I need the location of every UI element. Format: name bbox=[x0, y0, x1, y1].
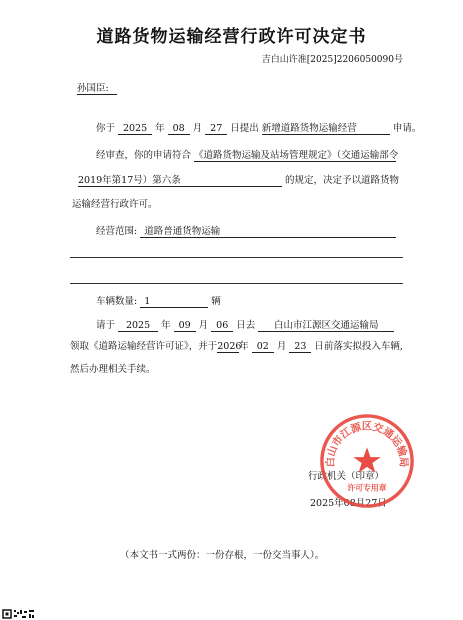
regulation-ref: 《道路货物运输及站场管理规定》（交通运输部令 bbox=[194, 150, 399, 161]
apply-month: 08 bbox=[168, 123, 190, 135]
collect-year: 2025 bbox=[118, 320, 158, 332]
official-seal bbox=[318, 412, 416, 510]
business-scope: 经营范围: 道路普通货物运输 bbox=[96, 223, 396, 238]
qr-code-icon bbox=[2, 609, 36, 620]
deadline-day: 23 bbox=[289, 341, 311, 353]
document-title: 道路货物运输经营行政许可决定书 bbox=[96, 27, 367, 47]
recipient-name: 孙国臣: bbox=[77, 83, 117, 95]
collect-paragraph-line1: 请于 2025 年 09 月 06 日去 白山市江源区交通运输局 bbox=[96, 317, 394, 332]
vehicle-count-value: 1 bbox=[140, 296, 208, 308]
issue-date: 2025年08月27日 bbox=[310, 498, 387, 509]
apply-day: 27 bbox=[205, 123, 227, 135]
review-paragraph-line1: 经审查，你的申请符合 《道路货物运输及站场管理规定》（交通运输部令 bbox=[96, 150, 399, 161]
footer-note: （本文书一式两份：一份存根，一份交当事人）。 bbox=[120, 550, 325, 561]
collect-place: 白山市江源区交通运输局 bbox=[258, 320, 394, 332]
business-scope-value: 道路普通货物运输 bbox=[140, 226, 396, 238]
svg-text:许可专用章: 许可专用章 bbox=[347, 483, 387, 493]
collect-paragraph-line3: 然后办理相关手续。 bbox=[70, 364, 156, 375]
deadline-month: 02 bbox=[252, 341, 274, 353]
regulation-article: 2019年第17号）第六条 bbox=[78, 175, 282, 187]
vehicle-count: 车辆数量: 1 辆 bbox=[96, 296, 221, 307]
apply-matter: 新增道路货物运输经营 bbox=[262, 123, 390, 135]
application-paragraph: 你于 2025 年 08 月 27 日提出 新增道路货物运输经营 申请。 bbox=[96, 123, 422, 134]
deadline-year: 2026 bbox=[217, 341, 242, 352]
collect-day: 06 bbox=[211, 320, 233, 332]
issuing-authority: 行政机关（印章） bbox=[308, 471, 385, 482]
star-icon bbox=[353, 447, 380, 472]
svg-text:白山市江源区交通运输局: 白山市江源区交通运输局 bbox=[324, 420, 410, 468]
document-number: 吉白山许准[2025]2206050090号 bbox=[261, 55, 403, 65]
blank-line bbox=[70, 283, 403, 284]
blank-line bbox=[70, 257, 403, 258]
collect-month: 09 bbox=[174, 320, 196, 332]
review-paragraph-line2: 2019年第17号）第六条 的规定，决定予以道路货物 bbox=[78, 175, 400, 186]
collect-paragraph-line2: 领取《道路运输经营许可证》，并于2026年 02 月 23 日前落实拟投入车辆, bbox=[70, 341, 403, 352]
apply-year: 2025 bbox=[118, 123, 152, 135]
review-paragraph-line3: 运输经营行政许可。 bbox=[72, 199, 158, 210]
